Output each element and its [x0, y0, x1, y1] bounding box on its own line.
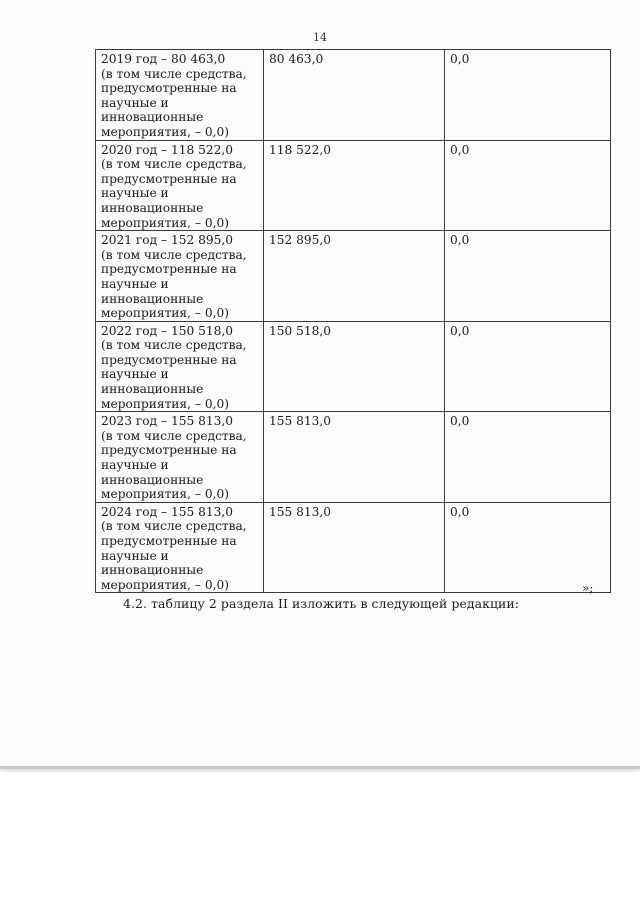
- year-cell: [96, 321, 264, 412]
- year-cell: [96, 231, 264, 322]
- extra-cell: 0,0: [445, 502, 611, 593]
- total-cell: 80 463,0: [264, 50, 445, 141]
- total-cell: 155 813,0: [264, 412, 445, 503]
- year-note: (в том числе средства, предусмотренные на научные и инновационные мероприятия, – 0,0): [101, 157, 247, 230]
- table-row: [96, 140, 611, 231]
- table-row: [96, 321, 611, 412]
- total-cell: 150 518,0: [264, 321, 445, 412]
- extra-cell: 0,0: [445, 412, 611, 503]
- closing-quote: »;: [582, 581, 594, 595]
- year-note: (в том числе средства, предусмотренные на научные и инновационные мероприятия, – 0,0): [101, 247, 247, 321]
- table-row: [96, 412, 611, 503]
- amendment-instruction: 4.2. таблицу 2 раздела II изложить в следующей редакции:: [123, 596, 520, 611]
- year-label: 2024 год – 155 813,0: [101, 504, 233, 519]
- table-row: [96, 502, 611, 593]
- year-label: 2019 год – 80 463,0: [101, 52, 226, 66]
- year-note: (в том числе средства, предусмотренные на научные и инновационные мероприятия, – 0,0): [101, 428, 247, 502]
- year-cell: [96, 140, 264, 231]
- table-row: [96, 50, 611, 141]
- total-cell: 118 522,0: [264, 140, 445, 231]
- year-label: 2023 год – 155 813,0: [101, 414, 233, 429]
- year-cell: [96, 50, 264, 141]
- extra-cell: 0,0: [445, 321, 611, 412]
- year-label: 2021 год – 152 895,0: [101, 233, 233, 248]
- year-cell: [96, 412, 264, 503]
- year-note: (в том числе средства, предусмотренные на научные и инновационные мероприятия, – 0,0): [101, 338, 247, 411]
- total-cell: 155 813,0: [264, 502, 445, 593]
- budget-table: [95, 49, 611, 593]
- table-row: [96, 231, 611, 322]
- year-note: (в том числе средства, предусмотренные на научные и инновационные мероприятия, – 0,0): [101, 66, 247, 139]
- year-note: (в том числе средства, предусмотренные на научные и инновационные мероприятия, – 0,0): [101, 519, 247, 592]
- page-number: 14: [313, 31, 327, 44]
- total-cell: 152 895,0: [264, 231, 445, 322]
- year-label: 2020 год – 118 522,0: [101, 142, 233, 157]
- extra-cell: 0,0: [445, 140, 611, 231]
- extra-cell: 0,0: [445, 50, 611, 141]
- year-label: 2022 год – 150 518,0: [101, 323, 233, 338]
- extra-cell: 0,0: [445, 231, 611, 322]
- year-cell: [96, 502, 264, 593]
